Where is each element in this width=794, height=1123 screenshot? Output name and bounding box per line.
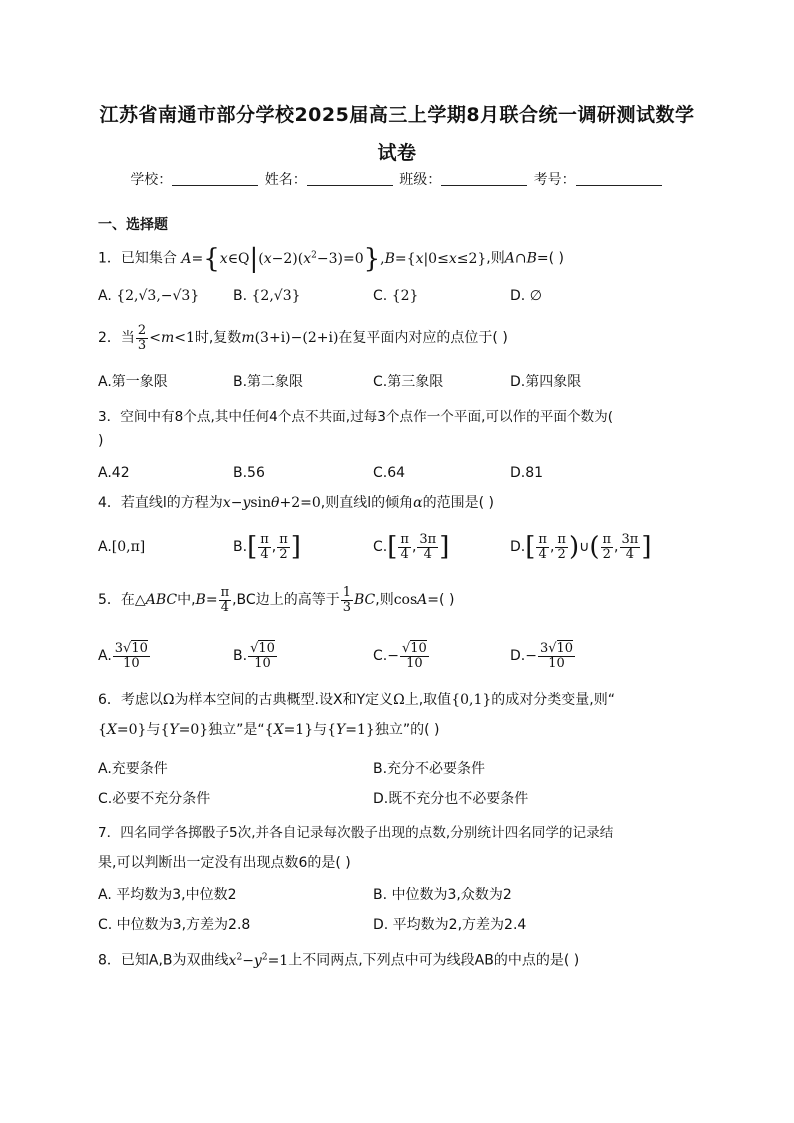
option-c[interactable]: C. {2} [373, 288, 419, 304]
page-title: 江苏省南通市部分学校2025届高三上学期8月联合统一调研测试数学 [99, 104, 695, 126]
question-4-options [98, 532, 718, 562]
question-4: 4．若直线l的方程为x−ysinθ+2=0,则直线l的倾角α的范围是( ) [98, 495, 494, 511]
question-6-options-row-1 [98, 754, 718, 784]
school-blank[interactable] [172, 171, 258, 186]
option-c[interactable]: C. 中位数为3,方差为2.8 [98, 917, 251, 933]
section-heading: 一、选择题 [98, 217, 168, 233]
student-info-row [0, 169, 794, 191]
option-c[interactable]: C.必要不充分条件 [98, 791, 211, 807]
option-b[interactable]: B.[ $\frac{\pi}{4}$ , $\frac{\pi}{2}$ ] [233, 531, 301, 562]
page-title-continued: 试卷 [377, 142, 417, 164]
option-a[interactable]: A.第一象限 [98, 374, 168, 390]
question-7-options-row-2 [98, 910, 718, 940]
question-8: 8．已知A,B为双曲线$x^2-y^2=1$上不同两点,下列点中可为线段AB的中点的是( ) [98, 952, 580, 969]
option-a[interactable]: A.充要条件 [98, 761, 168, 777]
exam-number-blank[interactable] [576, 171, 662, 186]
option-b[interactable]: B. $\frac{√10}{10}$ [233, 640, 275, 671]
question-1: 1．已知集合 $A=\{x\in Q|(x-2)(x^2-3)=0\},B=\{x|0\le x\le 2\}$,则A∩B=( ) [98, 243, 564, 274]
question-5: 5．在△ABC中,B= $\frac{\pi}{4}$ ,BC边上的高等于 $\frac{1}{3}$ BC,则cosA=( ) [98, 584, 455, 615]
class-label: 班级： [399, 172, 442, 188]
option-b[interactable]: B. {2,√3} [233, 288, 301, 304]
question-6: 6．考虑以Ω为样本空间的古典概型.设X和Y定义Ω上,取值{0,1}的成对分类变量,则“ {X=0}与{Y=0}独立”是“{X=1}与{Y=1}独立”的( ) [98, 692, 615, 738]
class-blank[interactable] [441, 171, 527, 186]
option-d[interactable]: D. 平均数为2,方差为2.4 [373, 917, 527, 933]
option-c[interactable]: C.− $\frac{√10}{10}$ [373, 640, 427, 671]
option-b[interactable]: B.充分不必要条件 [373, 761, 486, 777]
option-d[interactable]: D.− $\frac{3√10}{10}$ [510, 640, 574, 671]
exam-number-label: 考号： [533, 172, 576, 188]
question-2-options [98, 367, 718, 397]
option-a[interactable]: A. $\frac{3√10}{10}$ [98, 640, 148, 671]
option-a[interactable]: A. 平均数为3,中位数2 [98, 887, 237, 903]
option-d[interactable]: D.81 [510, 465, 544, 481]
option-a[interactable]: A. {2,√3,−√3} [98, 288, 200, 304]
option-a[interactable]: A.[0,π] [98, 539, 146, 555]
option-c[interactable]: C.64 [373, 465, 406, 481]
question-1-options [98, 281, 718, 311]
option-d[interactable]: D.[ $\frac{\pi}{4}$ , $\frac{\pi}{2}$ )∪( $\frac{\pi}{2}$ , $\frac{3\pi}{4}$ ] [510, 531, 652, 562]
option-a[interactable]: A.42 [98, 465, 130, 481]
question-7: 7．四名同学各掷骰子5次,并各自记录每次骰子出现的点数,分别统计四名同学的记录结 果,可以判断出一定没有出现点数6的是( ) [98, 825, 614, 871]
question-6-options-row-2 [98, 784, 718, 814]
option-d[interactable]: D.第四象限 [510, 374, 582, 390]
option-b[interactable]: B.第二象限 [233, 374, 304, 390]
option-c[interactable]: C.第三象限 [373, 374, 444, 390]
question-7-options-row-1 [98, 880, 718, 910]
option-d[interactable]: D. ∅ [510, 288, 542, 304]
option-d[interactable]: D.既不充分也不必要条件 [373, 791, 529, 807]
question-3-options [98, 458, 718, 488]
question-3: 3．空间中有8个点,其中任何4个点不共面,过每3个点作一个平面,可以作的平面个数为( ) [98, 409, 614, 449]
option-b[interactable]: B. 中位数为3,众数为2 [373, 887, 512, 903]
question-2: 2．当 $\frac{2}{3}$ <m<1时,复数m(3+i)−(2+i)在复平面内对应的点位于( ) [98, 322, 508, 353]
question-5-options [98, 641, 718, 671]
name-blank[interactable] [307, 171, 393, 186]
school-label: 学校： [130, 172, 173, 188]
option-b[interactable]: B.56 [233, 465, 265, 481]
name-label: 姓名： [264, 172, 307, 188]
option-c[interactable]: C.[ $\frac{\pi}{4}$ , $\frac{3\pi}{4}$ ] [373, 531, 450, 562]
